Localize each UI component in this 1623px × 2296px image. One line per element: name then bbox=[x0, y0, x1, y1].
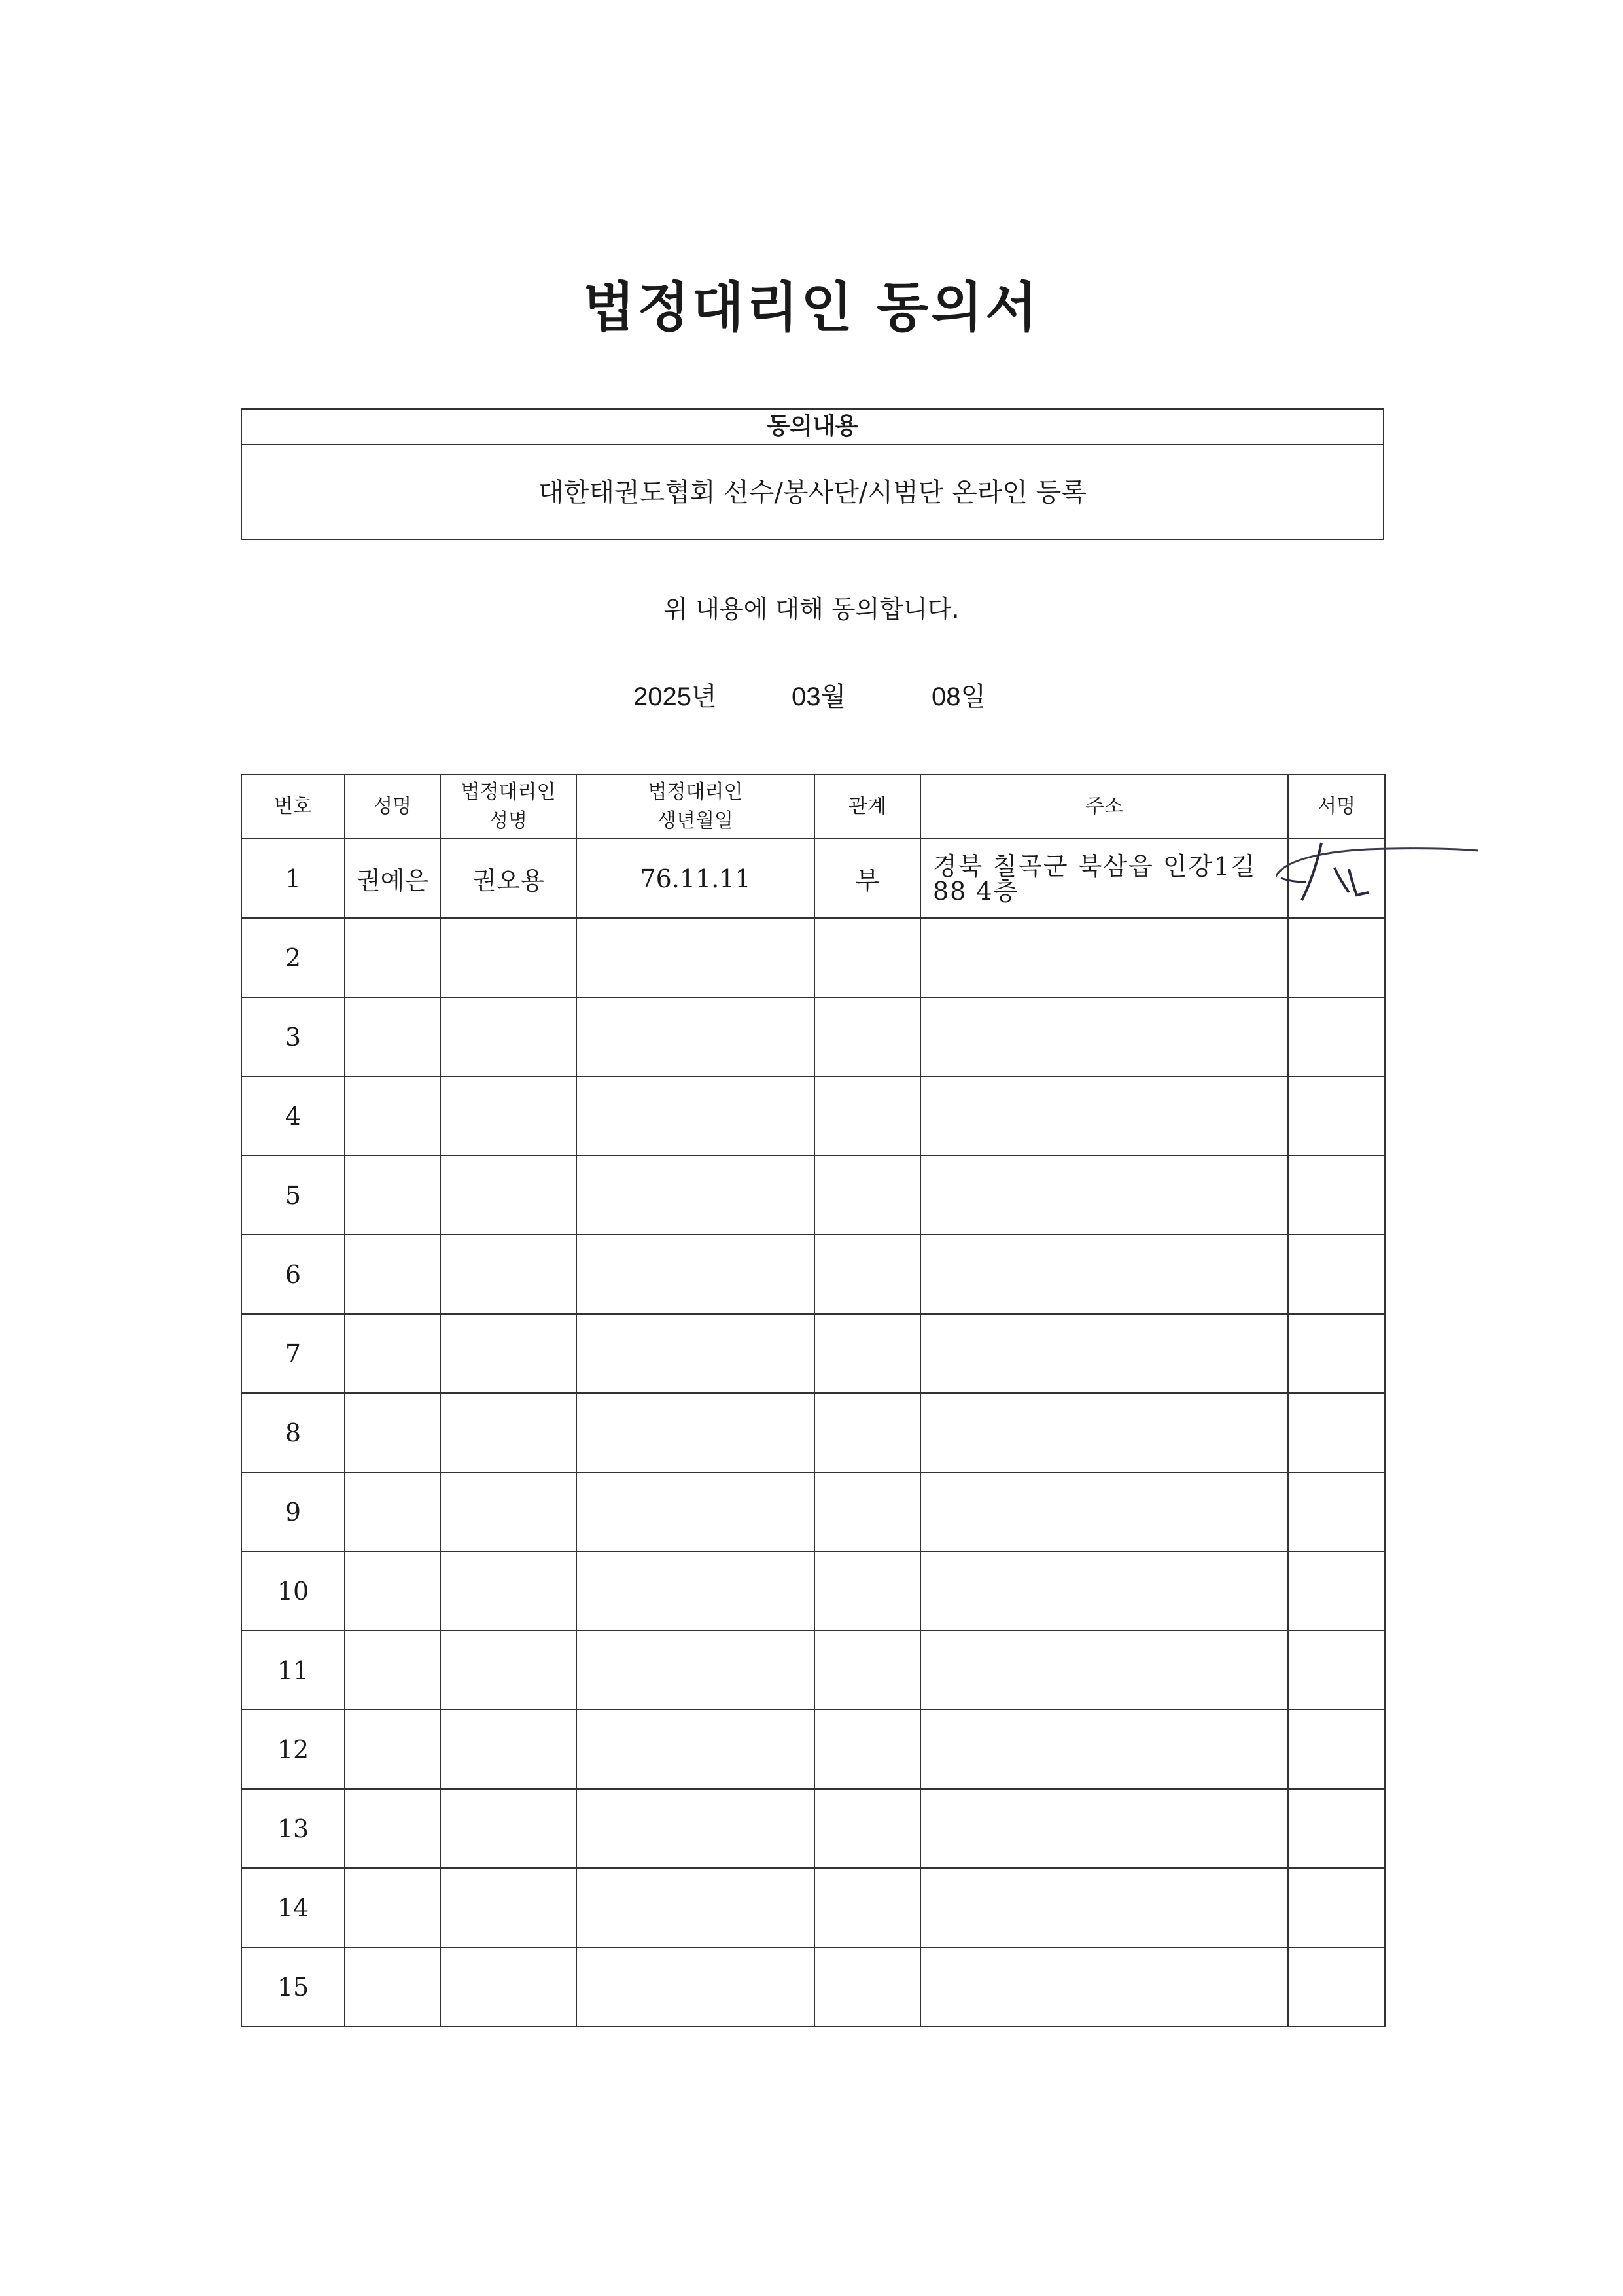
cell-guardian-birth bbox=[576, 1551, 814, 1631]
cell-name bbox=[345, 1710, 440, 1789]
cell-signature bbox=[1288, 1076, 1385, 1156]
cell-guardian-birth bbox=[576, 1314, 814, 1393]
cell-guardian-birth bbox=[576, 1472, 814, 1551]
cell-guardian-name bbox=[440, 1947, 576, 2026]
cell-signature bbox=[1288, 918, 1385, 997]
cell-guardian-name: 권오용 bbox=[440, 839, 576, 918]
header-relation: 관계 bbox=[814, 775, 920, 839]
cell-name bbox=[345, 1947, 440, 2026]
cell-address bbox=[920, 1314, 1288, 1393]
cell-no: 15 bbox=[241, 1947, 345, 2026]
cell-name bbox=[345, 1472, 440, 1551]
cell-address bbox=[920, 918, 1288, 997]
header-guardian-birth: 법정대리인 생년월일 bbox=[576, 775, 814, 839]
cell-name bbox=[345, 1076, 440, 1156]
table-row bbox=[241, 1789, 1385, 1868]
cell-no: 8 bbox=[241, 1393, 345, 1472]
cell-guardian-birth bbox=[576, 1076, 814, 1156]
page-title: 법정대리인 동의서 bbox=[583, 277, 1040, 339]
header-no: 번호 bbox=[241, 775, 345, 839]
cell-relation bbox=[814, 1076, 920, 1156]
header-guardian-name: 법정대리인 성명 bbox=[440, 775, 576, 839]
cell-address: 경북 칠곡군 북삼읍 인강1길 88 4층 bbox=[920, 839, 1288, 918]
table-row bbox=[241, 1235, 1385, 1314]
cell-name bbox=[345, 1314, 440, 1393]
table-header-row bbox=[241, 775, 1385, 839]
date-day: 08일 bbox=[932, 682, 986, 711]
cell-no: 5 bbox=[241, 1156, 345, 1235]
cell-guardian-name bbox=[440, 1235, 576, 1314]
cell-signature bbox=[1288, 1393, 1385, 1472]
cell-guardian-birth bbox=[576, 1947, 814, 2026]
cell-name bbox=[345, 1631, 440, 1710]
cell-no: 4 bbox=[241, 1076, 345, 1156]
table-row bbox=[241, 997, 1385, 1076]
cell-address bbox=[920, 1472, 1288, 1551]
cell-relation bbox=[814, 1868, 920, 1947]
table-row bbox=[241, 1631, 1385, 1710]
cell-no: 12 bbox=[241, 1710, 345, 1789]
cell-guardian-name bbox=[440, 918, 576, 997]
cell-guardian-name bbox=[440, 1551, 576, 1631]
cell-signature bbox=[1288, 997, 1385, 1076]
cell-address bbox=[920, 1076, 1288, 1156]
cell-guardian-name bbox=[440, 1631, 576, 1710]
cell-name bbox=[345, 1156, 440, 1235]
cell-address bbox=[920, 1156, 1288, 1235]
cell-relation bbox=[814, 1947, 920, 2026]
cell-no: 3 bbox=[241, 997, 345, 1076]
cell-relation bbox=[814, 1235, 920, 1314]
cell-guardian-birth bbox=[576, 1235, 814, 1314]
cell-relation bbox=[814, 1314, 920, 1393]
cell-guardian-name bbox=[440, 997, 576, 1076]
cell-name bbox=[345, 1551, 440, 1631]
cell-relation bbox=[814, 1156, 920, 1235]
cell-guardian-birth bbox=[576, 1393, 814, 1472]
cell-guardian-name bbox=[440, 1710, 576, 1789]
cell-name bbox=[345, 997, 440, 1076]
cell-address bbox=[920, 1947, 1288, 2026]
table-row bbox=[241, 1314, 1385, 1393]
cell-guardian-name bbox=[440, 1789, 576, 1868]
consent-box bbox=[241, 408, 1384, 540]
cell-signature bbox=[1288, 1789, 1385, 1868]
cell-relation bbox=[814, 1551, 920, 1631]
table-row bbox=[241, 918, 1385, 997]
cell-relation: 부 bbox=[814, 839, 920, 918]
cell-address bbox=[920, 1393, 1288, 1472]
cell-no: 13 bbox=[241, 1789, 345, 1868]
cell-guardian-birth bbox=[576, 1710, 814, 1789]
cell-guardian-birth bbox=[576, 1789, 814, 1868]
cell-no: 7 bbox=[241, 1314, 345, 1393]
cell-guardian-birth bbox=[576, 997, 814, 1076]
cell-no: 2 bbox=[241, 918, 345, 997]
consent-header: 동의내용 bbox=[242, 410, 1383, 445]
cell-signature bbox=[1288, 1235, 1385, 1314]
table-row bbox=[241, 1472, 1385, 1551]
date-month: 03월 bbox=[792, 682, 846, 711]
cell-signature bbox=[1288, 1868, 1385, 1947]
table-row bbox=[241, 1868, 1385, 1947]
cell-name bbox=[345, 1868, 440, 1947]
table-row bbox=[241, 1156, 1385, 1235]
table-row bbox=[241, 1551, 1385, 1631]
cell-guardian-name bbox=[440, 1472, 576, 1551]
header-name: 성명 bbox=[345, 775, 440, 839]
cell-guardian-name bbox=[440, 1076, 576, 1156]
cell-relation bbox=[814, 1789, 920, 1868]
cell-address bbox=[920, 1235, 1288, 1314]
cell-signature bbox=[1288, 1314, 1385, 1393]
cell-no: 9 bbox=[241, 1472, 345, 1551]
cell-guardian-birth bbox=[576, 1156, 814, 1235]
cell-guardian-name bbox=[440, 1314, 576, 1393]
cell-guardian-birth bbox=[576, 1868, 814, 1947]
cell-guardian-name bbox=[440, 1868, 576, 1947]
table-row bbox=[241, 1076, 1385, 1156]
table-row bbox=[241, 1393, 1385, 1472]
guardian-table bbox=[241, 774, 1386, 2027]
cell-guardian-name bbox=[440, 1393, 576, 1472]
consent-content: 대한태권도협회 선수/봉사단/시범단 온라인 등록 bbox=[538, 478, 1087, 508]
cell-signature bbox=[1288, 1947, 1385, 2026]
cell-relation bbox=[814, 918, 920, 997]
cell-name: 권예은 bbox=[345, 839, 440, 918]
cell-address bbox=[920, 1710, 1288, 1789]
cell-no: 11 bbox=[241, 1631, 345, 1710]
cell-no: 6 bbox=[241, 1235, 345, 1314]
cell-no: 14 bbox=[241, 1868, 345, 1947]
cell-address bbox=[920, 997, 1288, 1076]
cell-guardian-birth bbox=[576, 918, 814, 997]
cell-signature bbox=[1288, 1710, 1385, 1789]
cell-signature bbox=[1288, 1551, 1385, 1631]
agreement-statement: 위 내용에 대해 동의합니다. bbox=[663, 595, 960, 624]
cell-address bbox=[920, 1631, 1288, 1710]
table-row bbox=[241, 1947, 1385, 2026]
cell-address bbox=[920, 1868, 1288, 1947]
cell-relation bbox=[814, 997, 920, 1076]
cell-relation bbox=[814, 1631, 920, 1710]
cell-address bbox=[920, 1551, 1288, 1631]
cell-signature bbox=[1288, 1156, 1385, 1235]
cell-no: 10 bbox=[241, 1551, 345, 1631]
cell-guardian-birth bbox=[576, 1631, 814, 1710]
cell-name bbox=[345, 1235, 440, 1314]
cell-no: 1 bbox=[241, 839, 345, 918]
cell-signature bbox=[1288, 1472, 1385, 1551]
cell-name bbox=[345, 918, 440, 997]
cell-relation bbox=[814, 1710, 920, 1789]
table-row bbox=[241, 1710, 1385, 1789]
cell-name bbox=[345, 1393, 440, 1472]
cell-guardian-birth: 76.11.11 bbox=[576, 839, 814, 918]
cell-relation bbox=[814, 1472, 920, 1551]
cell-signature bbox=[1288, 1631, 1385, 1710]
cell-guardian-name bbox=[440, 1156, 576, 1235]
cell-name bbox=[345, 1789, 440, 1868]
date-year: 2025년 bbox=[633, 682, 717, 711]
table-row bbox=[241, 839, 1385, 918]
header-address: 주소 bbox=[920, 775, 1288, 839]
header-signature: 서명 bbox=[1288, 775, 1385, 839]
signature-mark bbox=[1276, 830, 1485, 908]
cell-address bbox=[920, 1789, 1288, 1868]
cell-relation bbox=[814, 1393, 920, 1472]
